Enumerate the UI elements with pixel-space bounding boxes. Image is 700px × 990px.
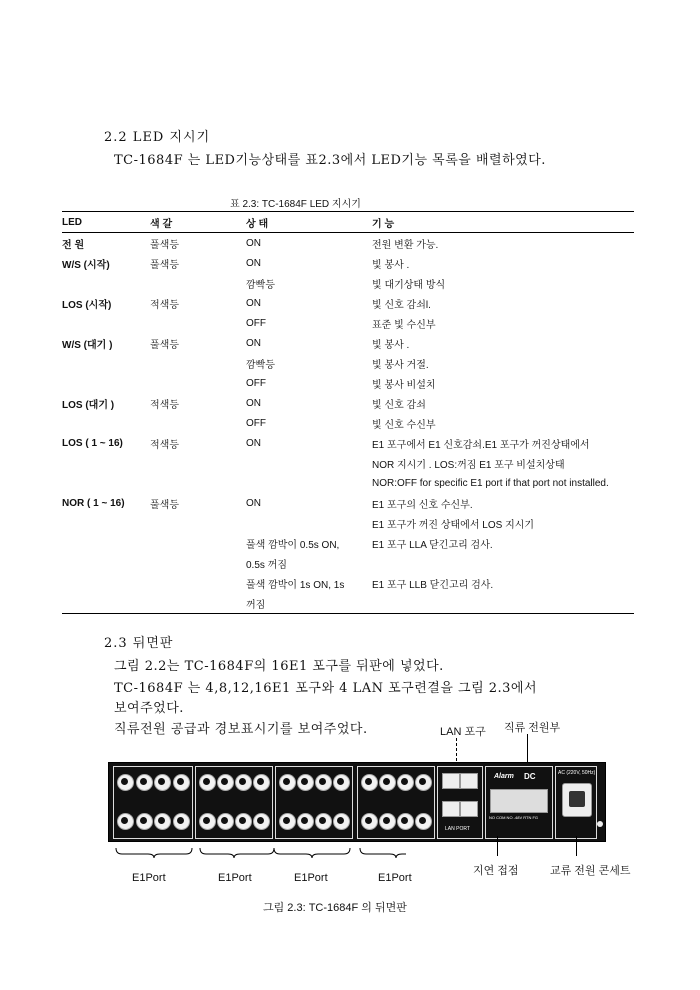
table-row [62,433,634,453]
cell-led [62,373,150,393]
table-caption: 표 2.3: TC-1684F LED 지시기 [230,199,361,210]
e1-port-group-2 [195,766,273,839]
e1-braces [108,846,408,860]
header-function: 기 능 [372,212,634,233]
bnc-connector [199,813,216,830]
cell-state: ON [246,257,261,269]
table-row [62,273,634,293]
cell-state: OFF [246,377,266,389]
cell-function: 빛 봉사 . [372,259,410,271]
table-row [62,593,634,614]
header-color: 색 갈 [150,212,246,233]
bnc-connector [315,813,332,830]
pointer-relay-line [497,836,498,856]
bnc-connector [397,774,414,791]
table-row [62,373,634,393]
cell-color: 풀색등 [150,499,179,511]
bnc-connector [361,774,378,791]
table-row [62,473,634,493]
cell-function: NOR 지시기 . LOS:꺼짐 E1 포구 비설치상태 [372,459,565,471]
table-row [62,413,634,433]
table-row [62,493,634,513]
cell-color [150,453,246,473]
bnc-connector [173,774,190,791]
bnc-connector [217,774,234,791]
table-row [62,393,634,413]
cell-state: 깜빡등 [246,359,275,371]
cell-function: NOR:OFF for specific E1 port if that port not installed. [372,477,609,489]
cell-state [246,473,372,493]
bnc-connector [361,813,378,830]
table-row [62,513,634,533]
cell-state: ON [246,397,261,409]
cell-state: ON [246,497,261,509]
bnc-connector [117,774,134,791]
cell-led: NOR ( 1 ~ 16) [62,497,125,509]
cell-led [62,573,150,593]
cell-color: 적색등 [150,439,179,451]
cell-color [150,273,246,293]
bnc-connector [199,774,216,791]
table-row [62,533,634,553]
cell-color [150,353,246,373]
cell-led: LOS ( 1 ~ 16) [62,437,123,449]
cell-function: E1 포구 LLA 닫긴고리 검사. [372,539,493,551]
cell-color [150,473,246,493]
cell-function: 빛 봉사 . [372,339,410,351]
cell-led: 전 원 [62,239,85,251]
cell-led [62,313,150,333]
lan-jack-2 [460,773,478,789]
label-relay-contact: 지연 접점 [473,865,519,877]
brace-3 [274,848,350,858]
cell-state [246,453,372,473]
table-row [62,233,634,254]
pointer-ac-line [576,836,577,856]
cell-color [150,573,246,593]
e1-label-1: E1Port [132,872,166,884]
cell-led [62,533,150,553]
bnc-connector [217,813,234,830]
cell-color: 적색등 [150,399,179,411]
cell-color [150,313,246,333]
cell-color [150,413,246,433]
cell-color [150,593,246,614]
header-led: LED [62,212,150,233]
cell-function: 빛 신호 감쇠l. [372,299,431,311]
cell-led [62,513,150,533]
lan-jack-1 [442,773,460,789]
cell-function: 빛 대기상태 방식 [372,279,446,291]
cell-state: ON [246,297,261,309]
e1-port-group-3 [275,766,353,839]
cell-color: 풀색등 [150,259,179,271]
bnc-connector [415,774,432,791]
e1-label-3: E1Port [294,872,328,884]
bnc-connector [333,774,350,791]
cell-state: ON [246,337,261,349]
cell-color: 풀색등 [150,339,179,351]
dc-text: DC [524,772,536,781]
table-row [62,573,634,593]
bnc-connector [154,774,171,791]
cell-state: 풀색 깜박이 1s ON, 1s [246,579,345,591]
table-row [62,313,634,333]
cell-color [150,533,246,553]
table-row [62,353,634,373]
label-dc-power: 직류 전원부 [504,722,561,734]
alarm-text: Alarm [494,773,514,780]
rear-paragraph-line3: 보여주었다. [114,701,184,716]
table-row [62,253,634,273]
brace-4 [360,848,406,858]
bnc-connector [173,813,190,830]
bnc-connector [154,813,171,830]
table-body [62,233,634,614]
cell-function: 빛 신호 수신부 [372,419,436,431]
cell-color [150,513,246,533]
section-heading-rear: 2.3 뒤면판 [104,636,174,651]
cell-function: 빛 봉사 거절. [372,359,429,371]
bnc-connector [315,774,332,791]
cell-state: 꺼짐 [246,593,372,614]
bnc-connector [379,774,396,791]
lan-jack-3 [442,801,460,817]
cell-state: OFF [246,417,266,429]
cell-function: 빛 신호 감쇠 [372,399,426,411]
cell-function: 전원 변환 가능. [372,239,439,251]
terminal-block [490,789,548,813]
rear-paragraph-line4: 직류전원 공급과 경보표시기를 보여주었다. [114,722,368,737]
cell-led: W/S (대기 ) [62,339,113,351]
lan-port-block [437,766,483,839]
section-heading-led: 2.2 LED 지시기 [104,130,211,145]
cell-function: E1 포구의 신호 수신부. [372,499,473,511]
rear-paragraph-line1: 그림 2.2는 TC-1684F의 16E1 포구를 뒤판에 넣었다. [114,659,444,674]
bnc-connector [253,813,270,830]
cell-state: ON [246,237,261,249]
cell-led [62,353,150,373]
bnc-connector [415,813,432,830]
bnc-connector [136,774,153,791]
lan-port-text: LAN PORT [445,826,470,832]
cell-state: OFF [246,317,266,329]
table-row [62,333,634,353]
brace-2 [200,848,274,858]
bnc-connector [235,774,252,791]
bnc-connector [253,774,270,791]
bnc-connector [297,813,314,830]
bnc-connector [136,813,153,830]
cell-function: 표준 빛 수신부 [372,319,436,331]
table-row [62,293,634,313]
ac-block [555,766,597,839]
ac-socket [562,783,592,817]
cell-led: LOS (시작) [62,299,112,311]
cell-function: E1 포구가 꺼진 상태에서 LOS 지시기 [372,519,535,531]
cell-led [62,453,150,473]
cell-color: 적색등 [150,299,179,311]
e1-label-4: E1Port [378,872,412,884]
bnc-connector [333,813,350,830]
bnc-connector [297,774,314,791]
cell-led: W/S (시작) [62,259,110,271]
dc-alarm-block [485,766,553,839]
header-state: 상 태 [246,212,372,233]
cell-led [62,413,150,433]
table-header-row [62,212,634,233]
cell-color [150,373,246,393]
label-ac-socket: 교류 전원 콘세트 [550,865,631,877]
cell-led [62,553,150,573]
cell-color: 풀색등 [150,239,179,251]
cell-led [62,273,150,293]
brace-1 [116,848,192,858]
label-lan-port: LAN 포구 [440,726,486,738]
bnc-connector [379,813,396,830]
e1-label-2: E1Port [218,872,252,884]
cell-function: E1 포구 LLB 닫긴고리 검사. [372,579,494,591]
rear-paragraph-line2: TC-1684F 는 4,8,12,16E1 포구와 4 LAN 포구련결을 그림 2.3에서 [114,681,538,696]
cell-state: 풀색 깜박이 0.5s ON, [246,539,340,551]
cell-led [62,473,150,493]
ground-screw [597,821,603,827]
cell-state: 0.5s 꺼짐 [246,559,287,571]
e1-port-group-1 [113,766,193,839]
rear-panel [108,762,606,842]
table-row [62,553,634,573]
cell-function [372,553,634,573]
bnc-connector [279,813,296,830]
cell-led [62,593,150,614]
bnc-connector [117,813,134,830]
lan-jack-4 [460,801,478,817]
cell-color [150,553,246,573]
ac-text: AC (220V, 50Hz) [558,770,596,776]
cell-state: ON [246,437,261,449]
terminal-text: NO COM NO -48V RTN FG [489,815,539,820]
bnc-connector [235,813,252,830]
cell-function [372,593,634,614]
bnc-connector [279,774,296,791]
e1-port-group-4 [357,766,435,839]
cell-function: 빛 봉사 비설치 [372,379,436,391]
cell-function: E1 포구에서 E1 신호감쇠.E1 포구가 꺼진상태에서 [372,439,590,451]
section-led-paragraph: TC-1684F 는 LED기능상태를 표2.3에서 LED기능 목록을 배렬하였다. [114,153,546,168]
cell-state [246,513,372,533]
table-row [62,453,634,473]
cell-state: 깜빡등 [246,279,275,291]
figure-caption: 그림 2.3: TC-1684F 의 뒤면판 [263,902,407,914]
cell-led: LOS (대기 ) [62,399,115,411]
led-table [62,211,634,614]
bnc-connector [397,813,414,830]
